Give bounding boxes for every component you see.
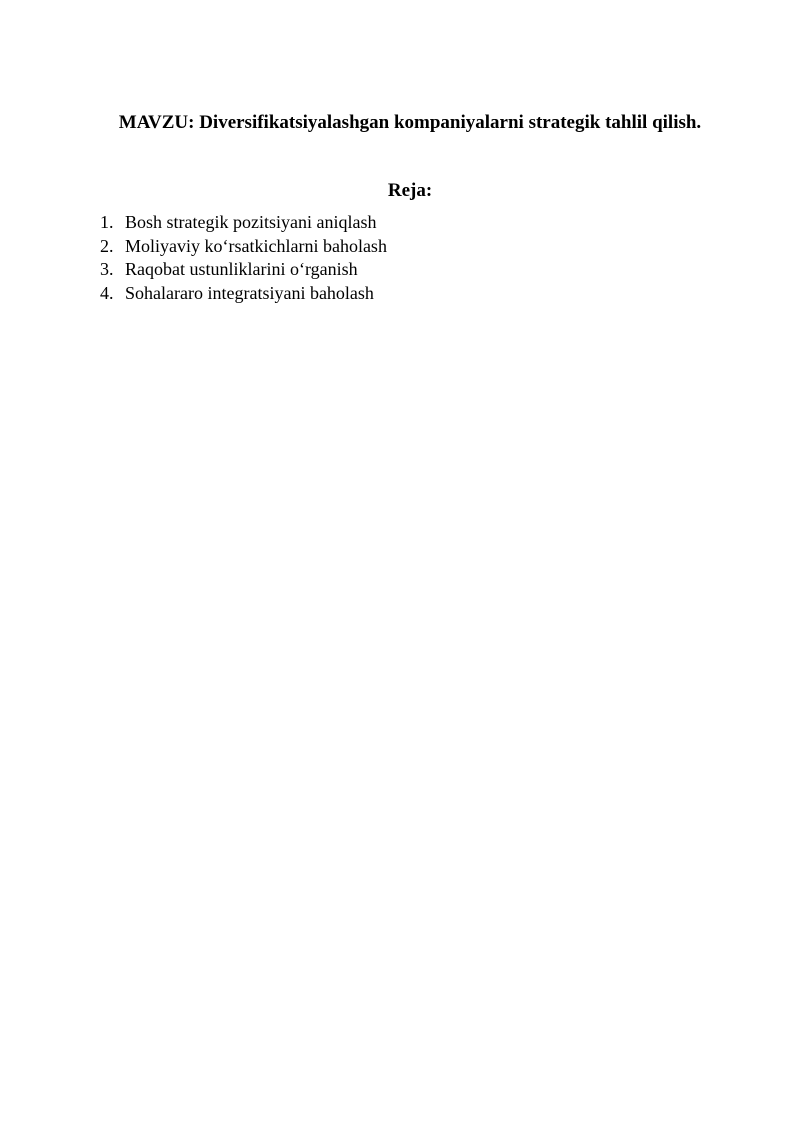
plan-item-text: Raqobat ustunliklarini oʻrganish: [125, 259, 358, 279]
plan-item-text: Sohalararo integratsiyani baholash: [125, 282, 374, 303]
plan-item-number: 2.: [100, 235, 114, 256]
plan-item-1: [100, 211, 387, 235]
plan-item-3: [100, 258, 387, 282]
plan-list: [100, 211, 387, 305]
plan-item-2: [100, 235, 387, 259]
plan-item-4: [100, 282, 387, 306]
plan-item-number: 3.: [100, 259, 114, 279]
document-title: MAVZU: Diversifikatsiyalashgan kompaniyalarni strategik tahlil qilish.: [118, 112, 702, 133]
plan-heading: Reja:: [387, 180, 433, 201]
plan-item-number: 4.: [100, 282, 114, 303]
plan-item-text: Moliyaviy koʻrsatkichlarni baholash: [125, 235, 387, 256]
plan-item-number: 1.: [100, 212, 114, 232]
plan-item-text: Bosh strategik pozitsiyani aniqlash: [125, 212, 377, 232]
